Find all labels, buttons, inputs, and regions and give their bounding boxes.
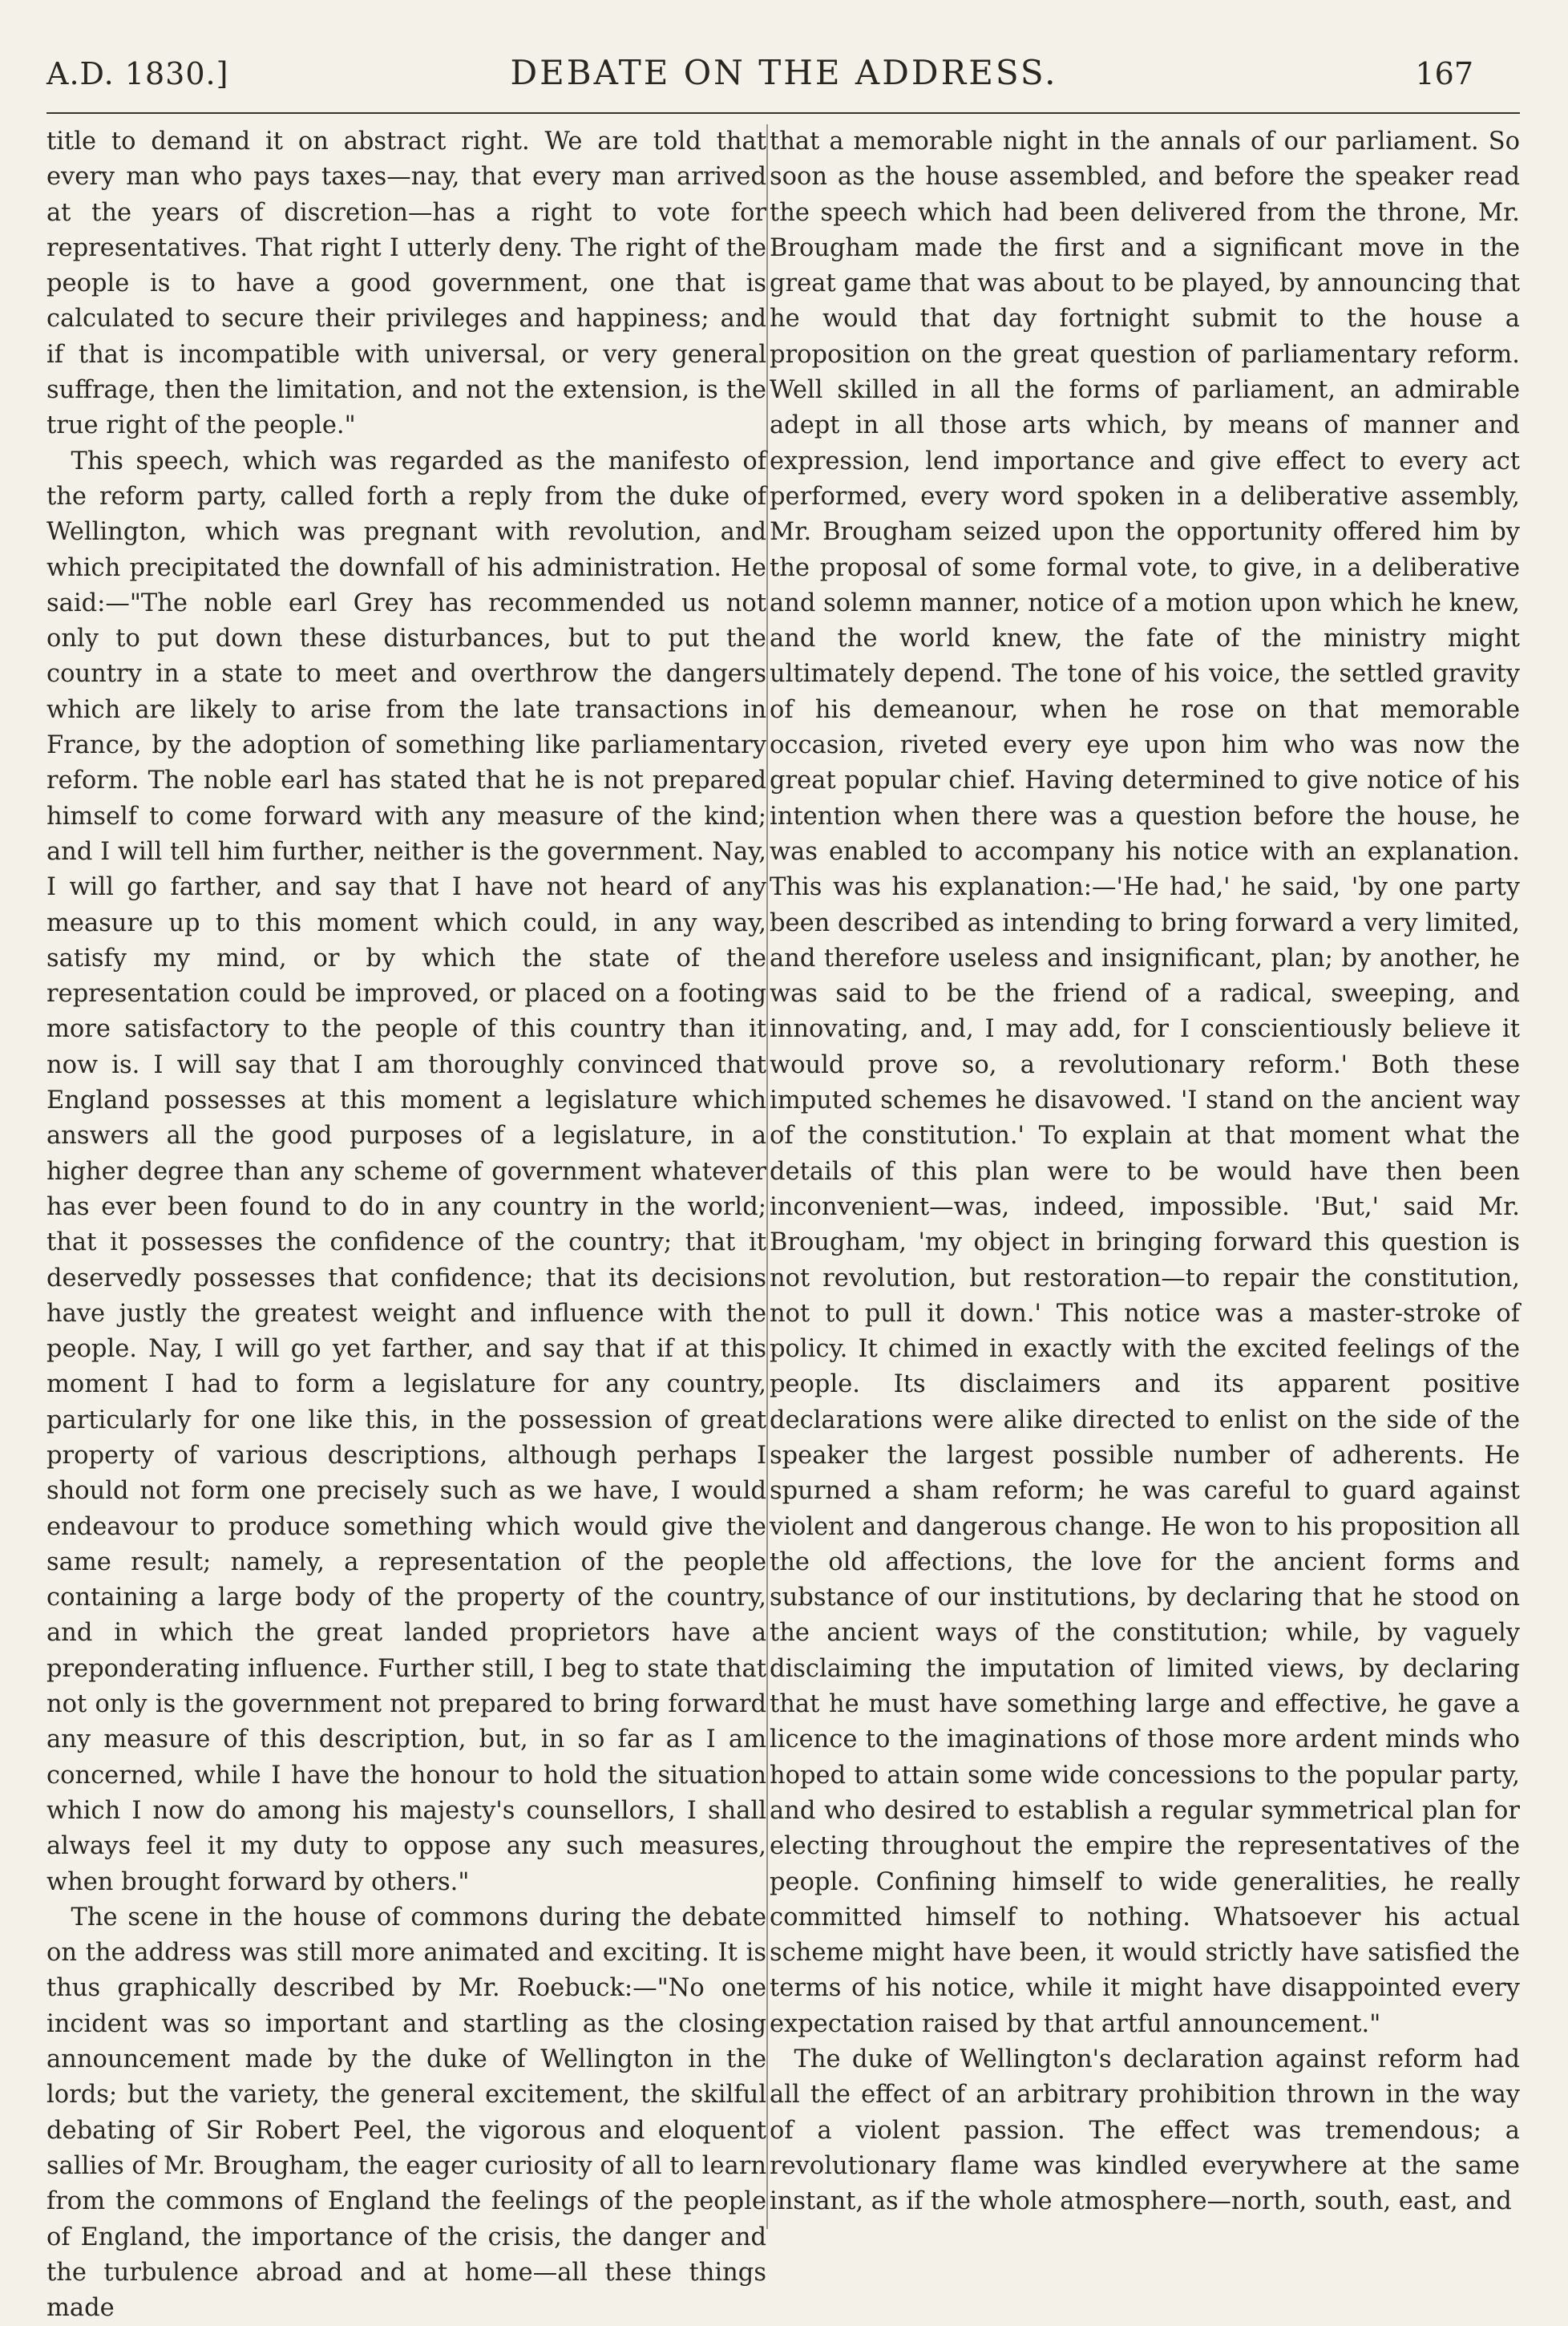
paragraph: title to demand it on abstract right. We are told that every man who pays taxes—nay, that every man arrived at the years of discretion—has a right to vote for representatives. That right I utterly deny. The right of the people is to have a good government, one that is calculated to secure their privileges and happiness; and if that is incompatible with universal, or very general suffrage, then the limitation, and not the extension, is the true right of the people." — [46, 127, 766, 440]
paragraph: This speech, which was regarded as the manifesto of the reform party, called forth a reply from the duke of Wellington, which was pregnant with revolution, and which precipitated the downfall of his administration. He said:—"The noble earl Grey has recommended us not only to put down these disturbances, but to put the country in a state to meet and overthrow the dangers which are likely to arise from the late transactions in France, by the adoption of something like parliamentary reform. The noble earl has stated that he is not prepared himself to come forward with any measure of the kind; and I will tell him further, neither is the government. Nay, I will go farther, and say that I have not heard of any measure up to this moment which could, in any way, satisfy my mind, or by which the state of the representation could be improved, or placed on a footing more satisfactory to the people of this country than it now is. I will say that I am thoroughly convinced that England possesses at this moment a legislature which answers all the good purposes of a legislature, in a higher degree than any scheme of government whatever has ever been found to do in any country in the world; that it possesses the confidence of the country; that it deservedly possesses that confidence; that its decisions have justly the greatest weight and influence with the people. Nay, I will go yet farther, and say that if at this moment I had to form a legislature for any country, particularly for one like this, in the possession of great property of various descriptions, although perhaps I should not form one precisely such as we have, I would endeavour to produce something which would give the same result; namely, a representation of the people containing a large body of the property of the country, and in which the great landed proprietors have a preponderating influence. Further still, I beg to state that not only is the government not prepared to bring forward any measure of this description, but, in so far as I am concerned, while I have the honour to hold the situation which I now do among his majesty's counsellors, I shall always feel it my duty to oppose any such measures, when brought forward by others." — [46, 447, 766, 1896]
header-rule — [46, 112, 1520, 114]
header-title: DEBATE ON THE ADDRESS. — [510, 53, 1058, 92]
page-header — [0, 48, 1568, 104]
paragraph: The duke of Wellington's declaration against reform had all the effect of an arbitrary prohibition thrown in the way of a violent passion. The effect was tremendous; a revolutionary flame was kindled everywhere at the same instant, as if the whole atmosphere—north, south, east, and — [770, 2045, 1520, 2216]
paragraph: that a memorable night in the annals of our parliament. So soon as the house assembled, and before the speaker read the speech which had been delivered from the throne, Mr. Brougham made the first and a significant move in the great game that was about to be played, by announcing that he would that day fortnight submit to the house a proposition on the great question of parliamentary reform. Well skilled in all the forms of parliament, an admirable adept in all those arts which, by means of manner and expression, lend importance and give effect to every act performed, every word spoken in a deliberative assembly, Mr. Brougham seized upon the opportunity offered him by the proposal of some formal vote, to give, in a deliberative and solemn manner, notice of a motion upon which he knew, and the world knew, the fate of the ministry might ultimately depend. The tone of his voice, the settled gravity of his demeanour, when he rose on that memorable occasion, riveted every eye upon him who was now the great popular chief. Having determined to give notice of his intention when there was a question before the house, he was enabled to accompany his notice with an explanation. This was his explanation:—'He had,' he said, 'by one party been described as intending to bring forward a very limited, and therefore useless and insignificant, plan; by another, he was said to be the friend of a radical, sweeping, and innovating, and, I may add, for I conscientiously believe it would prove so, a revolutionary reform.' Both these imputed schemes he disavowed. 'I stand on the ancient way of the constitution.' To explain at that moment what the details of this plan were to be would have then been inconvenient—was, indeed, impossible. 'But,' said Mr. Brougham, 'my object in bringing forward this question is not revolution, but restoration—to repair the constitution, not to pull it down.' This notice was a master-stroke of policy. It chimed in exactly with the excited feelings of the people. Its disclaimers and its apparent positive declarations were alike directed to enlist on the side of the speaker the largest possible number of adherents. He spurned a sham reform; he was careful to guard against violent and dangerous change. He won to his proposition all the old affections, the love for the ancient forms and substance of our institutions, by declaring that he stood on the ancient ways of the constitution; while, by vaguely disclaiming the imputation of limited views, by declaring that he must have something large and effective, he gave a licence to the imaginations of those more ardent minds who hoped to attain some wide concessions to the popular party, and who desired to establish a regular symmetrical plan for electing throughout the empire the representatives of the people. Confining himself to wide generalities, he really committed himself to nothing. Whatsoever his actual scheme might have been, it would strictly have satisfied the terms of his notice, while it might have disappointed every expectation raised by that artful announcement." — [770, 127, 1520, 2038]
column-divider — [766, 124, 768, 2229]
right-column — [770, 124, 1520, 2229]
page-number: 167 — [1415, 56, 1473, 91]
left-column — [46, 124, 766, 2323]
header-year: A.D. 1830.] — [46, 56, 229, 91]
paragraph: The scene in the house of commons during the debate on the address was still more animated and exciting. It is thus graphically described by Mr. Roebuck:—"No one incident was so important and startling as the closing announcement made by the duke of Wellington in the lords; but the variety, the general excitement, the skilful debating of Sir Robert Peel, the vigorous and eloquent sallies of Mr. Brougham, the eager curiosity of all to learn from the commons of England the feelings of the people of England, the importance of the crisis, the danger and the turbulence abroad and at home—all these things made — [46, 1903, 766, 2323]
